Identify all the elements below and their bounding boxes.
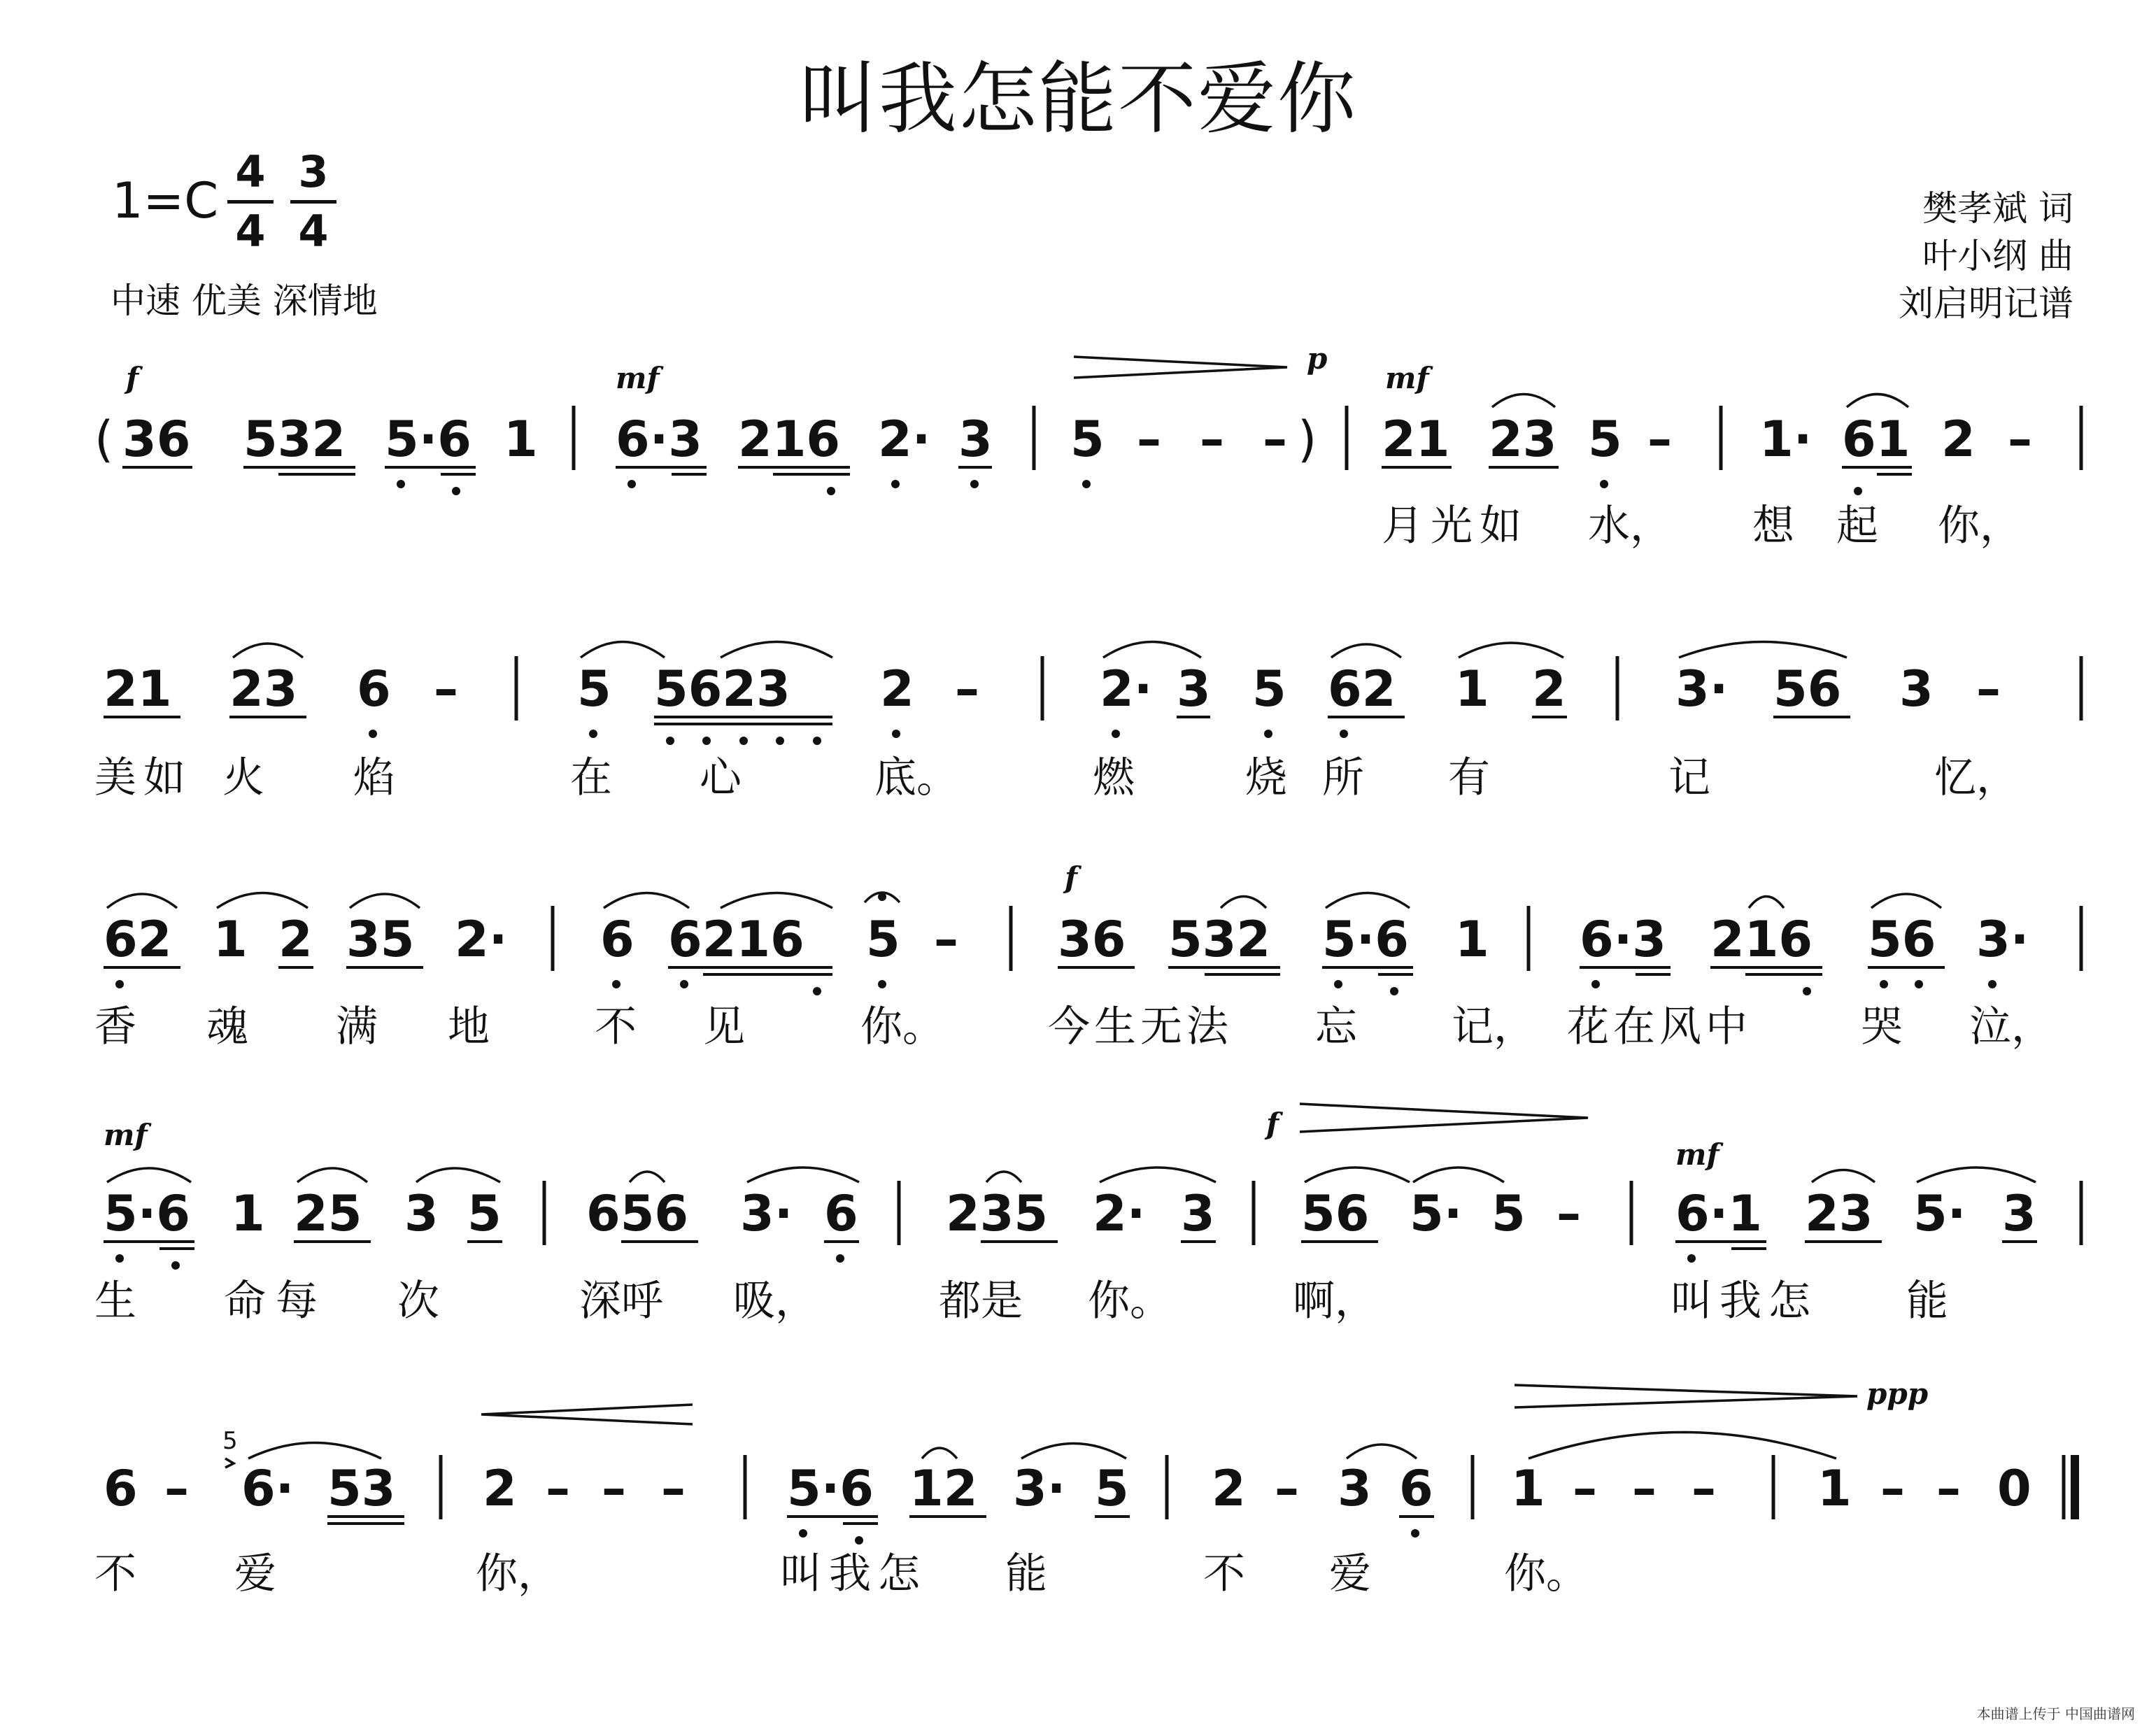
note-group: 3: [2002, 1185, 2036, 1242]
lyric: 有: [1448, 753, 1490, 802]
dash: –: [1976, 660, 2001, 718]
slur: [1679, 642, 1847, 658]
slur: [1459, 643, 1563, 658]
note-group: 216: [1710, 911, 1813, 968]
note-group: 5: [866, 911, 900, 968]
slur: [1100, 1167, 1216, 1182]
note-group: 6: [824, 1185, 858, 1242]
note-group: 5: [467, 1185, 502, 1242]
dynamic-mark: f: [1266, 1107, 1279, 1141]
lyric: 今生无法: [1048, 1002, 1233, 1051]
lyric: 地: [448, 1002, 490, 1051]
lyric: 不: [595, 1002, 637, 1051]
note-group: 56: [1868, 911, 1936, 968]
dash: –: [1632, 1460, 1657, 1517]
lower-octave-dot: [813, 737, 821, 745]
note-group: 1: [1455, 660, 1489, 718]
note-group: 35: [346, 911, 415, 968]
dash: –: [1137, 411, 1161, 468]
note-group: 2: [1941, 411, 1976, 468]
dash: –: [1275, 1460, 1299, 1517]
lower-octave-dot: [799, 1529, 807, 1538]
note-group: 6·3: [616, 411, 703, 468]
note-group: 6: [357, 660, 391, 718]
lyric: 你。: [860, 1002, 944, 1051]
slur: [107, 894, 177, 908]
slur: [107, 1168, 191, 1182]
slur: [1871, 894, 1941, 908]
lyric: 水，: [1588, 502, 1672, 551]
time-signature-top: 3: [298, 146, 329, 197]
key-signature: 1=C: [112, 172, 219, 229]
slur: [1103, 642, 1201, 658]
note-group: 5·6: [787, 1460, 874, 1517]
note-group: 5·: [1913, 1185, 1966, 1242]
note-group: 21: [104, 660, 172, 718]
slur: [922, 1448, 957, 1458]
note-group: 36: [122, 411, 191, 468]
note-group: 3·: [1675, 660, 1729, 718]
note-group: 2: [483, 1460, 517, 1517]
lower-octave-dot: [1334, 980, 1342, 988]
lyric: 起: [1836, 502, 1878, 551]
lyric: 深呼: [579, 1277, 663, 1326]
grace-note: 5: [222, 1427, 238, 1455]
note-group: 3: [958, 411, 993, 468]
lower-octave-dot: [1687, 1254, 1696, 1263]
lyric: 爱: [234, 1549, 276, 1598]
lyric: 命每: [224, 1277, 327, 1326]
dash: –: [546, 1460, 570, 1517]
lyric: 你，: [476, 1549, 560, 1598]
note-group: 532: [243, 411, 346, 468]
lower-octave-dot: [1390, 987, 1398, 995]
lower-octave-dot: [776, 737, 784, 745]
crescendo-hairpin: [481, 1405, 693, 1424]
slur: [1847, 395, 1908, 408]
slur: [297, 1168, 367, 1182]
lyric: 你。: [1504, 1549, 1588, 1598]
song-title: 叫我怎能不爱你: [799, 54, 1357, 145]
lower-octave-dot: [680, 980, 688, 988]
slur: [1529, 1433, 1836, 1459]
dynamic-mark: f: [1065, 860, 1078, 895]
note-group: 2: [1212, 1460, 1246, 1517]
slur: [721, 642, 832, 658]
slur: [1221, 897, 1266, 909]
lyric: 焰: [353, 753, 395, 802]
slur: [747, 1167, 859, 1182]
note-group: 61: [1842, 411, 1910, 468]
tempo-marking: 中速 优美 深情地: [111, 281, 378, 321]
note-group: 2·: [1093, 1185, 1146, 1242]
note-group: 6·3: [1580, 911, 1667, 968]
note-group: 6216: [668, 911, 804, 968]
dash: –: [1936, 1460, 1961, 1517]
slur: [721, 893, 832, 909]
slur: [604, 893, 689, 909]
note-group: 6: [1399, 1460, 1433, 1517]
dynamic-mark: ppp: [1866, 1377, 1929, 1411]
lyric: 在: [570, 753, 612, 802]
slur: [986, 1172, 1021, 1182]
lower-octave-dot: [1600, 480, 1608, 488]
lyric: 都是: [939, 1277, 1023, 1326]
lower-octave-dot: [1340, 730, 1348, 738]
note-group: 36: [1058, 911, 1126, 968]
lower-octave-dot: [115, 980, 124, 988]
lower-octave-dot: [970, 480, 979, 488]
note-group: 6·: [241, 1460, 295, 1517]
note-group: 62: [104, 911, 172, 968]
grace-note-stem: [225, 1458, 234, 1468]
lyric: 次: [397, 1277, 439, 1326]
dash: –: [1692, 1460, 1716, 1517]
note-group: 12: [909, 1460, 978, 1517]
slur: [630, 1172, 665, 1182]
lyric: 记，: [1452, 1002, 1536, 1051]
lower-octave-dot: [589, 730, 597, 738]
lyric: 所: [1322, 753, 1364, 802]
note-group: 532: [1168, 911, 1271, 968]
note-group: 5·6: [385, 411, 472, 468]
lower-octave-dot: [1803, 987, 1811, 995]
composer-credit: 叶小纲 曲: [1922, 236, 2073, 276]
note-group: 3: [404, 1185, 439, 1242]
decrescendo-hairpin: [1300, 1104, 1588, 1132]
note-group: 5: [1070, 411, 1105, 468]
slur: [248, 1443, 381, 1459]
lower-octave-dot: [452, 487, 460, 495]
decrescendo-hairpin: [1515, 1385, 1857, 1407]
lower-octave-dot: [855, 1536, 863, 1545]
note-group: 5: [1095, 1460, 1129, 1517]
dash: –: [955, 660, 979, 718]
dynamic-mark: f: [126, 361, 139, 395]
note-group: 23: [1489, 411, 1557, 468]
lyricist-credit: 樊孝斌 词: [1922, 188, 2073, 229]
dash: –: [1556, 1185, 1581, 1242]
lyric: 哭: [1861, 1002, 1903, 1051]
lyric: 啊，: [1293, 1277, 1377, 1326]
slur: [1812, 1170, 1875, 1183]
note-group: 1: [504, 411, 538, 468]
note-group: 2·: [1100, 660, 1153, 718]
note-group: 5·6: [104, 1185, 191, 1242]
dash: –: [1263, 411, 1287, 468]
note-group: 1: [1511, 1460, 1545, 1517]
lyric: 美如: [94, 753, 192, 802]
note-group: 6·1: [1675, 1185, 1763, 1242]
lyric: 见: [703, 1002, 745, 1051]
note-group: 1·: [1759, 411, 1813, 468]
dash: –: [1200, 411, 1224, 468]
slur: [1331, 644, 1401, 658]
note-group: 25: [294, 1185, 362, 1242]
slur: [1413, 1167, 1504, 1182]
note-group: 1: [213, 911, 248, 968]
lyric: 你，: [1938, 502, 2022, 551]
transcriber-credit: 刘启明记谱: [1899, 283, 2073, 324]
dash: –: [1573, 1460, 1597, 1517]
slur: [233, 644, 303, 658]
slur: [350, 894, 420, 908]
lower-octave-dot: [1082, 480, 1091, 488]
note-group: 1: [231, 1185, 265, 1242]
lyric: 底。: [874, 753, 958, 802]
note-group: 23: [229, 660, 298, 718]
dynamic-mark: mf: [1675, 1137, 1719, 1172]
note-group: 5: [1588, 411, 1622, 468]
dynamic-mark: mf: [104, 1118, 148, 1152]
slur: [1347, 1444, 1417, 1458]
lower-octave-dot: [836, 1254, 844, 1263]
note-group: 2·: [455, 911, 508, 968]
decrescendo-hairpin: [1074, 357, 1287, 378]
note-group: 3·: [1976, 911, 2029, 968]
slur: [1326, 893, 1410, 909]
slur: [1305, 1167, 1410, 1182]
lyric: 生: [94, 1277, 136, 1326]
note-group: 5: [1491, 1185, 1526, 1242]
note-group: 656: [586, 1185, 689, 1242]
dash: –: [434, 660, 458, 718]
lyric: 不: [1203, 1549, 1245, 1598]
dash: –: [934, 911, 958, 968]
note-group: 56: [1301, 1185, 1370, 1242]
lower-octave-dot: [1988, 980, 1997, 988]
upload-footer: 本曲谱上传于 中国曲谱网: [1976, 1705, 2135, 1722]
lyric: 叫我怎: [1671, 1277, 1817, 1326]
dynamic-mark: p: [1307, 341, 1328, 376]
note-group: 5·6: [1322, 911, 1410, 968]
dash: –: [602, 1460, 626, 1517]
lyric: 爱: [1329, 1549, 1371, 1598]
lower-octave-dot: [813, 987, 821, 995]
lower-octave-dot: [115, 1254, 124, 1263]
lower-octave-dot: [892, 730, 900, 738]
note-group: 5: [577, 660, 611, 718]
lyric: 花在风中: [1567, 1002, 1752, 1051]
lyric: 泣，: [1969, 1002, 2053, 1051]
time-signature-top: 4: [235, 146, 266, 197]
lyric: 月光如: [1382, 502, 1529, 551]
note-group: 2·: [878, 411, 931, 468]
lower-octave-dot: [1112, 730, 1120, 738]
note-group: 6: [600, 911, 634, 968]
lyric: 吸，: [733, 1277, 817, 1326]
lyric: 满: [336, 1002, 378, 1051]
note-group: 1: [1455, 911, 1489, 968]
note-group: 3: [1181, 1185, 1215, 1242]
lyric: 能: [1005, 1549, 1047, 1598]
note-group: 235: [946, 1185, 1049, 1242]
slur: [1749, 897, 1784, 909]
note-group: 2: [880, 660, 914, 718]
note-group: 1: [1817, 1460, 1852, 1517]
lyric: 能: [1906, 1277, 1948, 1326]
lyric: 心: [700, 753, 742, 802]
note-group: 21: [1382, 411, 1450, 468]
note-group: 3: [1177, 660, 1211, 718]
lower-octave-dot: [1915, 980, 1923, 988]
lower-octave-dot: [891, 480, 900, 488]
lower-octave-dot: [666, 737, 674, 745]
dash: –: [1647, 411, 1672, 468]
slur: [416, 1168, 500, 1182]
note-group: 53: [327, 1460, 396, 1517]
note-group: 0: [1997, 1460, 2031, 1517]
slur: [1917, 1167, 2036, 1182]
lower-octave-dot: [612, 980, 620, 988]
note-group: 3: [1338, 1460, 1372, 1517]
dash: –: [164, 1460, 189, 1517]
note-group: 6: [104, 1460, 138, 1517]
note-group: 23: [1805, 1185, 1873, 1242]
note-group: 56: [1773, 660, 1842, 718]
time-signature-bottom: 4: [235, 206, 266, 257]
paren-open: (: [94, 411, 114, 468]
lyric: 记: [1668, 753, 1710, 802]
lower-octave-dot: [878, 980, 886, 988]
lyric: 叫我怎: [780, 1549, 927, 1598]
lower-octave-dot: [1264, 730, 1272, 738]
lyric: 火: [222, 753, 264, 802]
lyric: 你。: [1088, 1277, 1172, 1326]
dash: –: [2008, 411, 2032, 468]
lyric: 香: [94, 1002, 136, 1051]
note-group: 5: [1252, 660, 1286, 718]
lower-octave-dot: [1411, 1529, 1419, 1538]
slur: [1492, 395, 1555, 408]
lyric: 魂: [206, 1002, 248, 1051]
paren-close: ): [1298, 411, 1317, 468]
lower-octave-dot: [1854, 487, 1862, 495]
note-group: 5·: [1410, 1185, 1463, 1242]
note-group: 3·: [740, 1185, 793, 1242]
note-group: 216: [738, 411, 841, 468]
lower-octave-dot: [627, 480, 636, 488]
note-group: 5623: [654, 660, 790, 718]
lower-octave-dot: [171, 1261, 180, 1270]
note-group: 62: [1328, 660, 1396, 718]
note-group: 2: [278, 911, 313, 968]
note-group: 2: [1532, 660, 1566, 718]
note-group: 3: [1899, 660, 1934, 718]
lower-octave-dot: [739, 737, 748, 745]
slur: [1021, 1444, 1126, 1459]
lower-octave-dot: [397, 480, 405, 488]
dynamic-mark: mf: [616, 361, 660, 395]
dynamic-mark: mf: [1385, 361, 1429, 395]
lyric: 忆，: [1934, 753, 2018, 802]
lyric: 燃: [1093, 753, 1135, 802]
lower-octave-dot: [1591, 980, 1600, 988]
lyric: 不: [94, 1549, 136, 1598]
lyric: 烧: [1245, 753, 1287, 802]
dash: –: [661, 1460, 686, 1517]
time-signature-bottom: 4: [298, 206, 329, 257]
lower-octave-dot: [369, 730, 377, 738]
lyric: 想: [1752, 502, 1794, 551]
slur: [581, 642, 665, 658]
lyric: 忘: [1315, 1002, 1357, 1051]
lower-octave-dot: [702, 737, 711, 745]
lower-octave-dot: [1880, 980, 1888, 988]
lower-octave-dot: [827, 487, 835, 495]
slur: [217, 893, 308, 909]
dash: –: [1880, 1460, 1905, 1517]
note-group: 3·: [1013, 1460, 1066, 1517]
